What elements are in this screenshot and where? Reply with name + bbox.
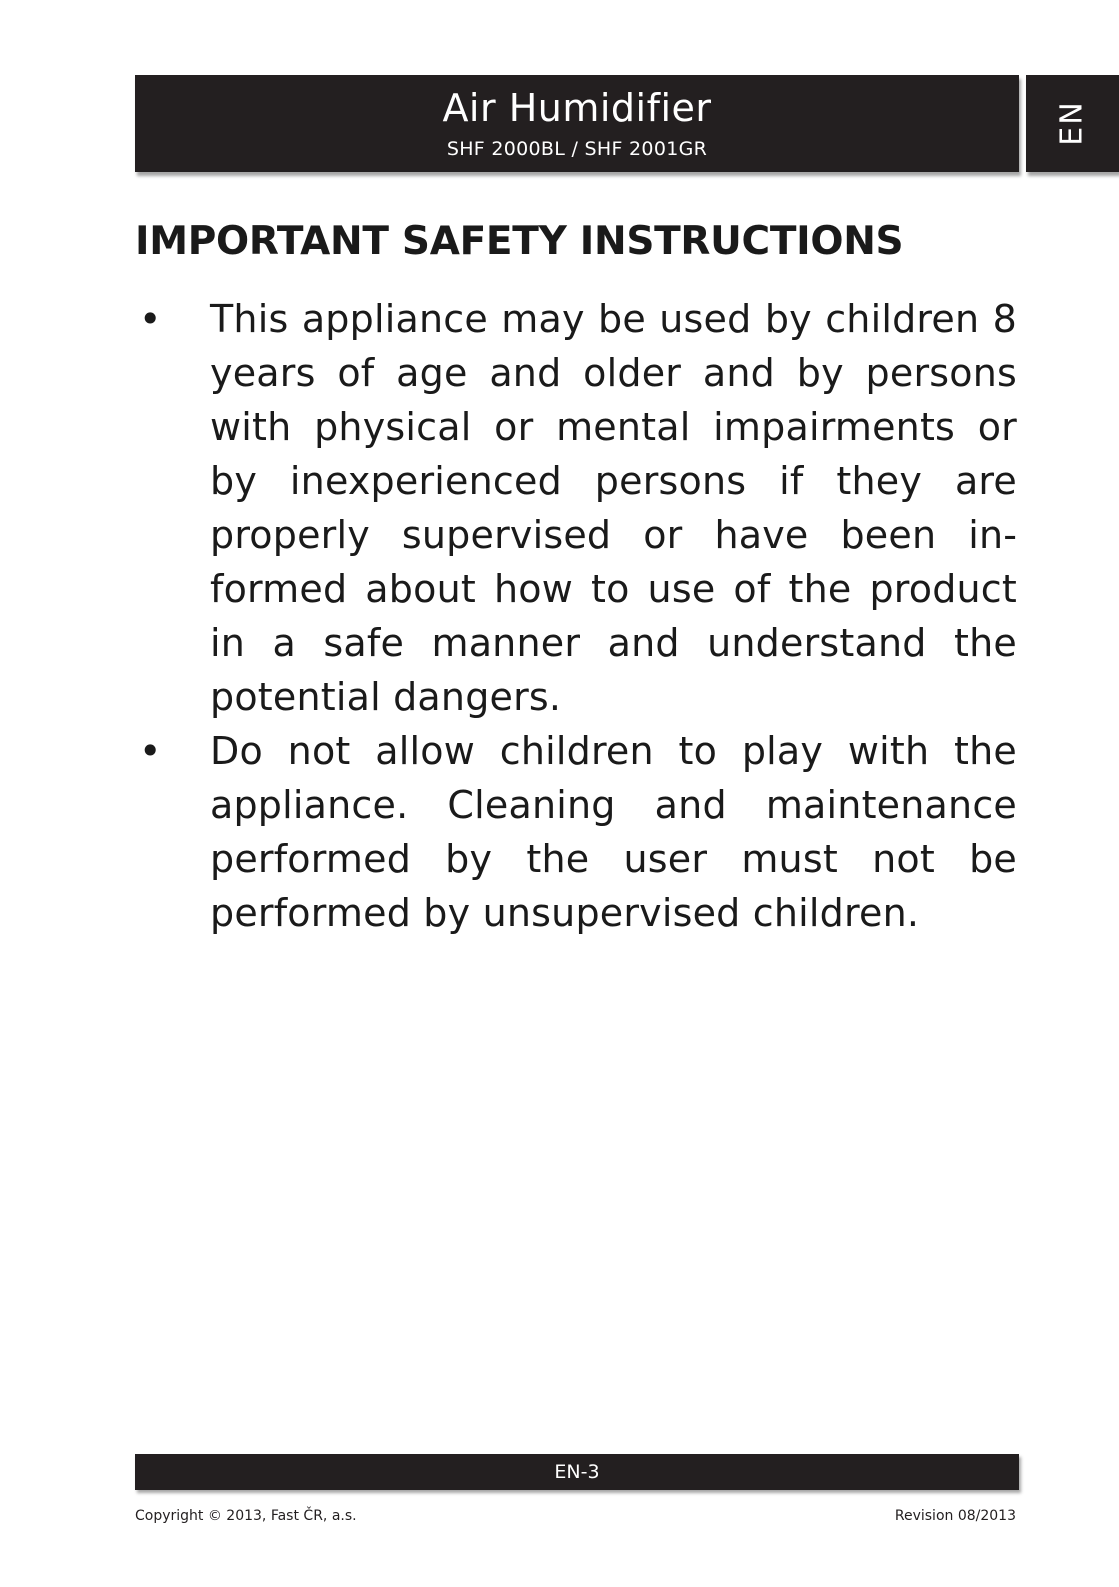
revision-label: Revision 08/2013 bbox=[894, 1508, 1016, 1524]
product-title: Air Humidifier bbox=[442, 86, 712, 130]
page-number-bar bbox=[135, 1454, 1019, 1490]
section-title: IMPORTANT SAFETY INSTRUCTIONS bbox=[135, 219, 904, 264]
instruction-text: This appliance may be used by children 8 years of age and older and by persons with physical or mental impairments or by inexperienced persons if they are properly supervised or have been informed about how to use of the product in a safe manner and understand the potential dangers. bbox=[210, 297, 1017, 719]
bullet-icon: • bbox=[139, 729, 162, 773]
instruction-item bbox=[135, 292, 1017, 724]
page-number: EN-3 bbox=[554, 1461, 600, 1483]
instruction-text: Do not allow children to play with the appliance. Cleaning and maintenance performed by the user must not be performed by unsupervised children. bbox=[210, 729, 1017, 935]
safety-instructions-list bbox=[135, 292, 1017, 940]
language-tab-label: EN bbox=[1054, 100, 1090, 146]
model-numbers: SHF 2000BL / SHF 2001GR bbox=[446, 138, 708, 160]
language-tab bbox=[1026, 75, 1119, 172]
copyright-notice: Copyright © 2013, Fast ČR, a.s. bbox=[135, 1508, 357, 1524]
bullet-icon: • bbox=[139, 297, 162, 341]
document-header bbox=[135, 75, 1019, 172]
instruction-item bbox=[135, 724, 1017, 940]
